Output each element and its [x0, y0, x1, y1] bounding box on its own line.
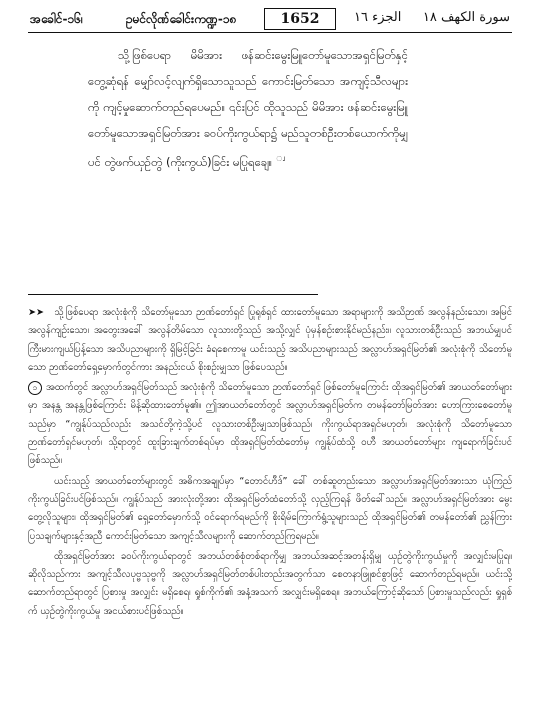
header-chapter-ref: အခေါင်-၁၆၊: [30, 12, 83, 26]
main-translation-block: [88, 42, 408, 175]
main-translation-text: [88, 42, 408, 175]
verse-marker: ၪ: [276, 153, 286, 164]
commentary-paragraph-3: [28, 473, 512, 546]
arrow-icon: ➤➤: [28, 307, 45, 318]
commentary-text-2: အထက်တွင် အလ္လာဟ်အရှင်မြတ်သည် အလုံးစုံကို သိတော်မူသော ဉာဏ်တော်ရှင် ဖြစ်တော်မူကြောင်း ထိုအရှင်မြတ်၏ အာယတ်တော်များမှာ အနန္တ အနန္တဖြစ်ကြောင်း မိန့်ဆိုထားတော်မူ၏။ ဤအာယတ်တော်တွင် အလ္လာဟ်အရှင်မြတ်က တမန်တော်မြတ်အား ဟောကြားစေတော်မူသည်မှာ “ကျွန်ုပ်သည်လည်း အသင်တို့ကဲ့သို့ပင် လူသားတစ်ဦးမျှသာဖြစ်သည်၊ ကိုးကွယ်ရာအရှင်မဟုတ်၊ အလုံးစုံကို သိတော်မူသော ဉာဏ်တော်ရှင်မဟုတ်၊ သို့ရာတွင် ထူးခြားချက်တစ်ရပ်မှာ ထိုအရှင်မြတ်ထံတော်မှ ကျွန်ုပ်ထံသို့ ဝဟီ အာယတ်တော်များ ကျရောက်ခြင်းပင်ဖြစ်သည်။: [28, 382, 512, 467]
commentary-text-3: ယင်းသည့် အာယတ်တော်များတွင် အဓိကအချုပ်မှာ “တောင်ဟီဒ်” ခေါ် တစ်ဆူတည်းသော အလ္လာဟ်အရှင်မြတ်အားသာ ယုံကြည်ကိုးကွယ်ခြင်းပင်ဖြစ်သည်။ ကျွန်ုပ်သည် အားလုံးတို့အား ထိုအရှင်မြတ်ထံတော်သို့ လှည့်ကြရန် ဖိတ်ခေါ်သည်။ အလ္လာဟ်အရှင်မြတ်အား မွေးတွေ့လိုသူများ၊ ထိုအရှင်မြတ်၏ ရှေ့တော်မှောက်သို့ ဝင်ရောက်ရမည်ကို စိုးရိမ်ကြောက်ရွံ့သူများသည် ထိုအရှင်မြတ်၏ တမန်တော်၏ ညွှန်ကြားပြသချက်များနှင့်အညီ ကောင်းမြတ်သော အကျင့်သီလများကို ဆောက်တည်ကြရမည်။: [28, 475, 512, 542]
footnote-divider: [28, 294, 318, 295]
commentary-paragraph-2: [28, 379, 512, 470]
header-section-title: ဥမင်လိုဏ်ခေါင်းကဏ္ဍ-၁၈: [126, 12, 237, 26]
page-header: [28, 6, 512, 33]
commentary-text-4: ထိုအရှင်မြတ်အား ခဝပ်ကိုးကွယ်ရာတွင် အဘယ်တစ်စုံတစ်ရာကိုမျှ အဘယ်အဆင့်အတန်းရှိမျှ ယှဉ်တွဲကိုးကွယ်မှုကို အလျှင်းမပြုရ။ ဆိုလိုသည်ကား အကျင့်သီလပုဗ္ဗသုဗ္ဗကို အလ္လာဟ်အရှင်မြတ်တစ်ပါးတည်းအတွက်သာ စေတနာဖြူစင်စွာဖြင့် ဆောက်တည်ရမည်။ ယင်းသို့ ဆောက်တည်ရာတွင် ပြစားမှု အလျှင်း မရှိစေရ၊ ရှုစ်ကိုက်၏ အနံ့အသက် အလျှင်းမရှိစေရ။ အဘယ်ကြောင့်ဆိုသော် ပြစားမှုသည်လည်း ရှုရှစ်က် ယှဉ်တွဲကိုးကွယ်မှု အငယ်စားပင်ဖြစ်သည်။: [28, 550, 512, 617]
commentary-text-1: သို့ဖြစ်ပေရာ အလုံးစုံကို သိတော်မူသော ဉာဏ်တော်ရှင် ပြုရုစ်ရှင် ထားတော်မူသော အရာများကို အသိဉာဏ် အလွန်နည်းသော၊ အမြင်အလွန်ကျဉ်းသော၊ အတွေးအခေါ် အလွန်တိမ်သော လူသားတို့သည် အသို့လျှင် ပုံမှန်စဉ်းစားနိုင်မည်နည်း။ လူသားတစ်ဦးသည် အဘယ်မျှပင် ကြီးမားကျယ်ပြန့်သော အသိပညာများကို ရှိမြင့်ခြင်း ခံရစေကာမူ ယင်းသည့် အသိပညာများသည် အလ္လာဟ်အရှင်မြတ်၏ အလုံးစုံကို သိတော်မူသော ဉာဏ်တော်ရှေ့မှောက်တွင်ကား အနည်းငယ် စိုးစဉ်းမျှသာ ဖြစ်ပေသည်။: [28, 307, 512, 373]
header-juz: الجزء ١٦: [354, 10, 402, 25]
commentary-paragraph-1: [28, 304, 512, 377]
header-surah: سورة الكهف ١٨: [422, 10, 510, 25]
commentary-paragraph-4: [28, 548, 512, 621]
main-text-content: သို့ဖြစ်ပေရာ မိမိအား ဖန်ဆင်းမွေးမြူတော်မူသောအရှင်မြတ်နှင့် တွေ့ဆုံရန် မျှော်လင့်လျက်ရှိသောသူသည် ကောင်းမြတ်သော အကျင့်သီလများကို ကျင့်မှုဆောက်တည်ရပေမည်။ ၎င်းပြင် ထိုသူသည် မိမိအား ဖန်ဆင်းမွေးမြူတော်မူသောအရှင်မြတ်အား ခဝပ်ကိုးကွယ်ရာ၌ မည်သူတစ်ဦးတစ်ယောက်ကိုမျှပင် တွဲဖက်ယှဉ်တွဲ (ကိုးကွယ်)ခြင်း မပြုရချေ။: [88, 48, 408, 169]
circled-number-icon: ၁: [28, 381, 42, 395]
page-number-box: 1652: [264, 8, 336, 30]
commentary-block: [28, 304, 512, 623]
